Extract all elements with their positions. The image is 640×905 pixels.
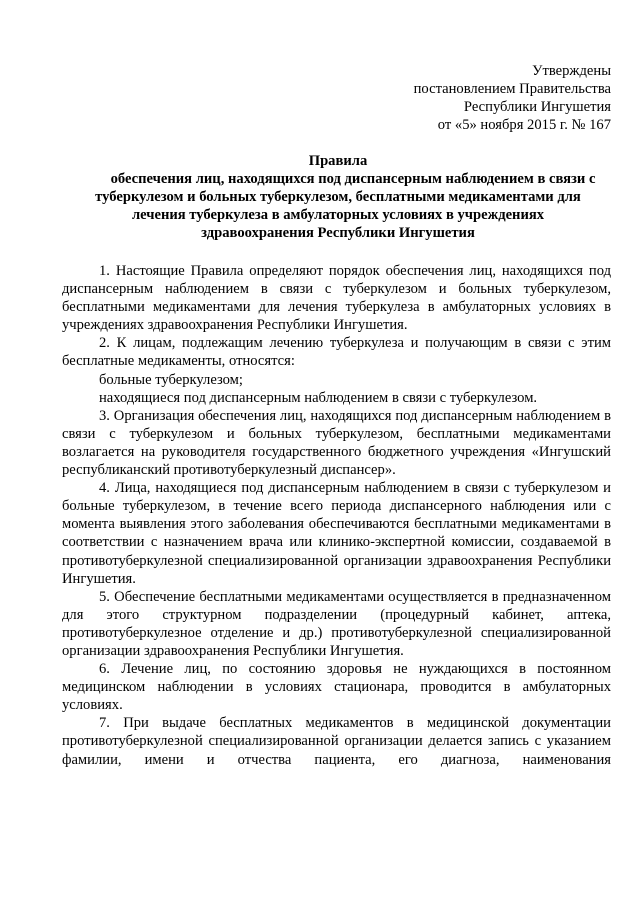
list-item: больные туберкулезом; (99, 371, 243, 388)
paragraph-3: 3. Организация обеспечения лиц, находящихся под диспансерным наблюдением в связи с туберкулезом и больных туберкулезом, бесплатными медикаментами возлагается на руководителя государственного бюджетного учреждения «Ингушский республиканский противотуберкулезный диспансер». (62, 407, 611, 479)
document-body (62, 262, 611, 769)
title-line: обеспечения лиц, находящихся под диспансерным наблюдением в связи с (110, 171, 596, 188)
paragraph-1: 1. Настоящие Правила определяют порядок обеспечения лиц, находящихся под диспансерным наблюдением в связи с туберкулезом и больных туберкулезом, бесплатными медикаментами для лечения туберкулеза в амбулаторных условиях в учреждениях здравоохранения Республики Ингушетия. (62, 263, 611, 334)
approval-line-approved: Утверждены (532, 63, 611, 79)
approval-block (311, 62, 611, 134)
approval-line-republic: Республики Ингушетия (463, 99, 611, 116)
title-line: лечения туберкулеза в амбулаторных условиях в учреждениях (131, 207, 545, 224)
document-title (77, 152, 599, 242)
paragraph-2: 2. К лицам, подлежащим лечению туберкулеза и получающим в связи с этим бесплатные медикаменты, относятся: (62, 335, 611, 370)
title-line: туберкулезом и больных туберкулезом, бесплатными медикаментами для (95, 189, 581, 206)
approval-line-resolution: постановлением Правительства (413, 81, 611, 98)
paragraph-5: 5. Обеспечение бесплатными медикаментами осуществляется в предназначенном для этого структурном подразделении (процедурный кабинет, аптека, противотуберкулезное отделение и др.) противотуберкулезной специализированной организации здравоохранения Республики Ингушетия. (62, 588, 611, 659)
paragraph-4: 4. Лица, находящиеся под диспансерным наблюдением в связи с туберкулезом и больные туберкулезом, в течение всего периода диспансерного наблюдения или с момента выявления этого заболевания обеспечиваются бесплатными медикаментами в соответствии с назначением врача или клинико-экспертной комиссии, создаваемой в противотуберкулезной специализированной организации здравоохранения Республики Ингушетия. (62, 480, 611, 587)
title-heading: Правила (308, 153, 368, 169)
list-item: находящиеся под диспансерным наблюдением в связи с туберкулезом. (99, 389, 538, 406)
title-line: здравоохранения Республики Ингушетия (201, 225, 475, 242)
paragraph-6: 6. Лечение лиц, по состоянию здоровья не нуждающихся в постоянном медицинском наблюдении в условиях стационара, проводится в амбулаторных условиях. (62, 661, 611, 714)
approval-line-date-number: от «5» ноября 2015 г. № 167 (437, 117, 611, 134)
paragraph-7: 7. При выдаче бесплатных медикаментов в медицинской документации противотуберкулезной специализированной организации делается запись с указанием фамилии, имени и отчества пациента, его диагноза, наименования (62, 715, 611, 768)
